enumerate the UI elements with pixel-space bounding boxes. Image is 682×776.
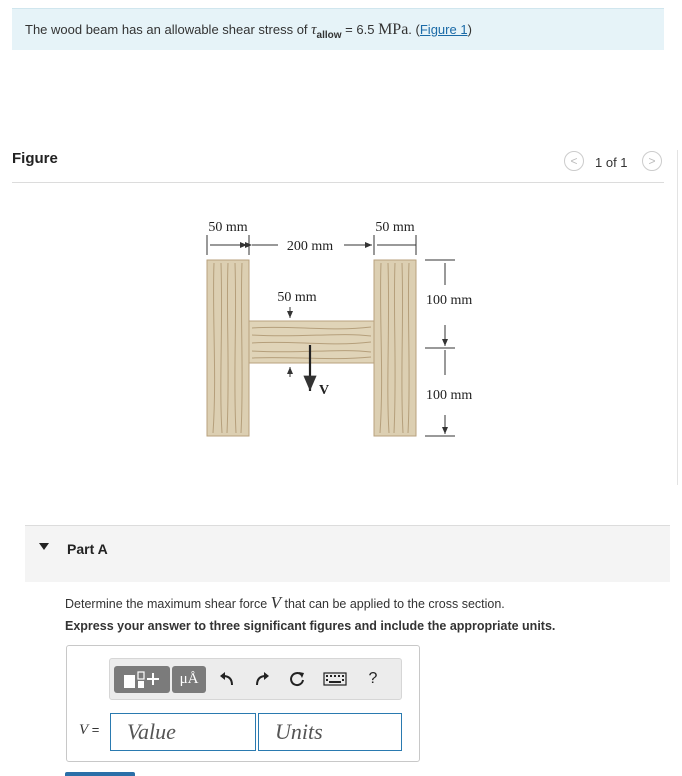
instruction-text: Express your answer to three significant figures and include the appropriate units. — [65, 619, 556, 633]
dim-right-width: 50 mm — [375, 220, 415, 235]
closing-paren: ) — [467, 22, 472, 37]
chevron-right-icon: > — [648, 154, 656, 168]
tau-symbol: $\tau_{allow}$ — [311, 22, 342, 41]
stress-unit: MPa — [378, 21, 409, 38]
units-input[interactable]: Units — [258, 713, 402, 751]
dim-gap-width: 200 mm — [286, 239, 334, 254]
panel-divider — [677, 150, 678, 485]
question-text — [65, 593, 505, 613]
figure-link[interactable]: Figure 1 — [419, 22, 468, 37]
problem-statement — [12, 8, 664, 50]
right-flange — [374, 260, 416, 436]
templates-button[interactable] — [114, 666, 170, 693]
problem-text: The wood beam has an allowable shear stress of — [25, 22, 312, 37]
units-button[interactable]: μÅ — [172, 666, 206, 693]
web-member — [249, 321, 374, 363]
part-a-header[interactable] — [25, 526, 670, 582]
question-after: that can be applied to the cross section. — [281, 597, 505, 611]
keyboard-button[interactable] — [322, 668, 348, 690]
answer-equals: = — [88, 722, 100, 737]
help-button[interactable]: ? — [368, 670, 378, 687]
text-after: . ( — [408, 22, 420, 37]
equals-value: = 6.5 — [341, 22, 379, 37]
dim-left-width: 50 mm — [208, 220, 248, 235]
dim-web-thickness: 50 mm — [277, 290, 317, 305]
redo-icon — [253, 670, 271, 688]
dim-upper-height: 100 mm — [426, 293, 473, 308]
part-label: Part A — [67, 541, 108, 557]
figure-page-count: 1 of 1 — [595, 155, 628, 170]
keyboard-icon — [323, 672, 347, 686]
figure-title: Figure — [12, 150, 58, 167]
answer-var: V — [79, 722, 89, 738]
shear-label: V — [319, 383, 330, 398]
beam-cross-section-figure — [190, 205, 500, 455]
question-var: V — [270, 593, 282, 612]
undo-icon — [218, 670, 236, 688]
dim-lower-height: 100 mm — [426, 388, 473, 403]
templates-icon — [122, 670, 162, 690]
reset-icon — [288, 670, 306, 688]
redo-button[interactable] — [251, 668, 273, 690]
submit-button[interactable] — [65, 772, 135, 776]
answer-box — [66, 645, 420, 762]
figure-next-button[interactable] — [642, 151, 662, 171]
figure-header — [12, 146, 664, 183]
question-before: Determine the maximum shear force — [65, 597, 271, 611]
undo-button[interactable] — [216, 668, 238, 690]
math-toolbar — [109, 658, 402, 700]
chevron-left-icon: < — [570, 154, 578, 168]
tau-subscript: allow — [316, 30, 342, 41]
figure-prev-button[interactable] — [564, 151, 584, 171]
value-input[interactable]: Value — [110, 713, 256, 751]
answer-variable-label — [79, 722, 99, 739]
reset-button[interactable] — [286, 668, 308, 690]
collapse-arrow-icon[interactable] — [39, 543, 49, 550]
left-flange — [207, 260, 249, 436]
